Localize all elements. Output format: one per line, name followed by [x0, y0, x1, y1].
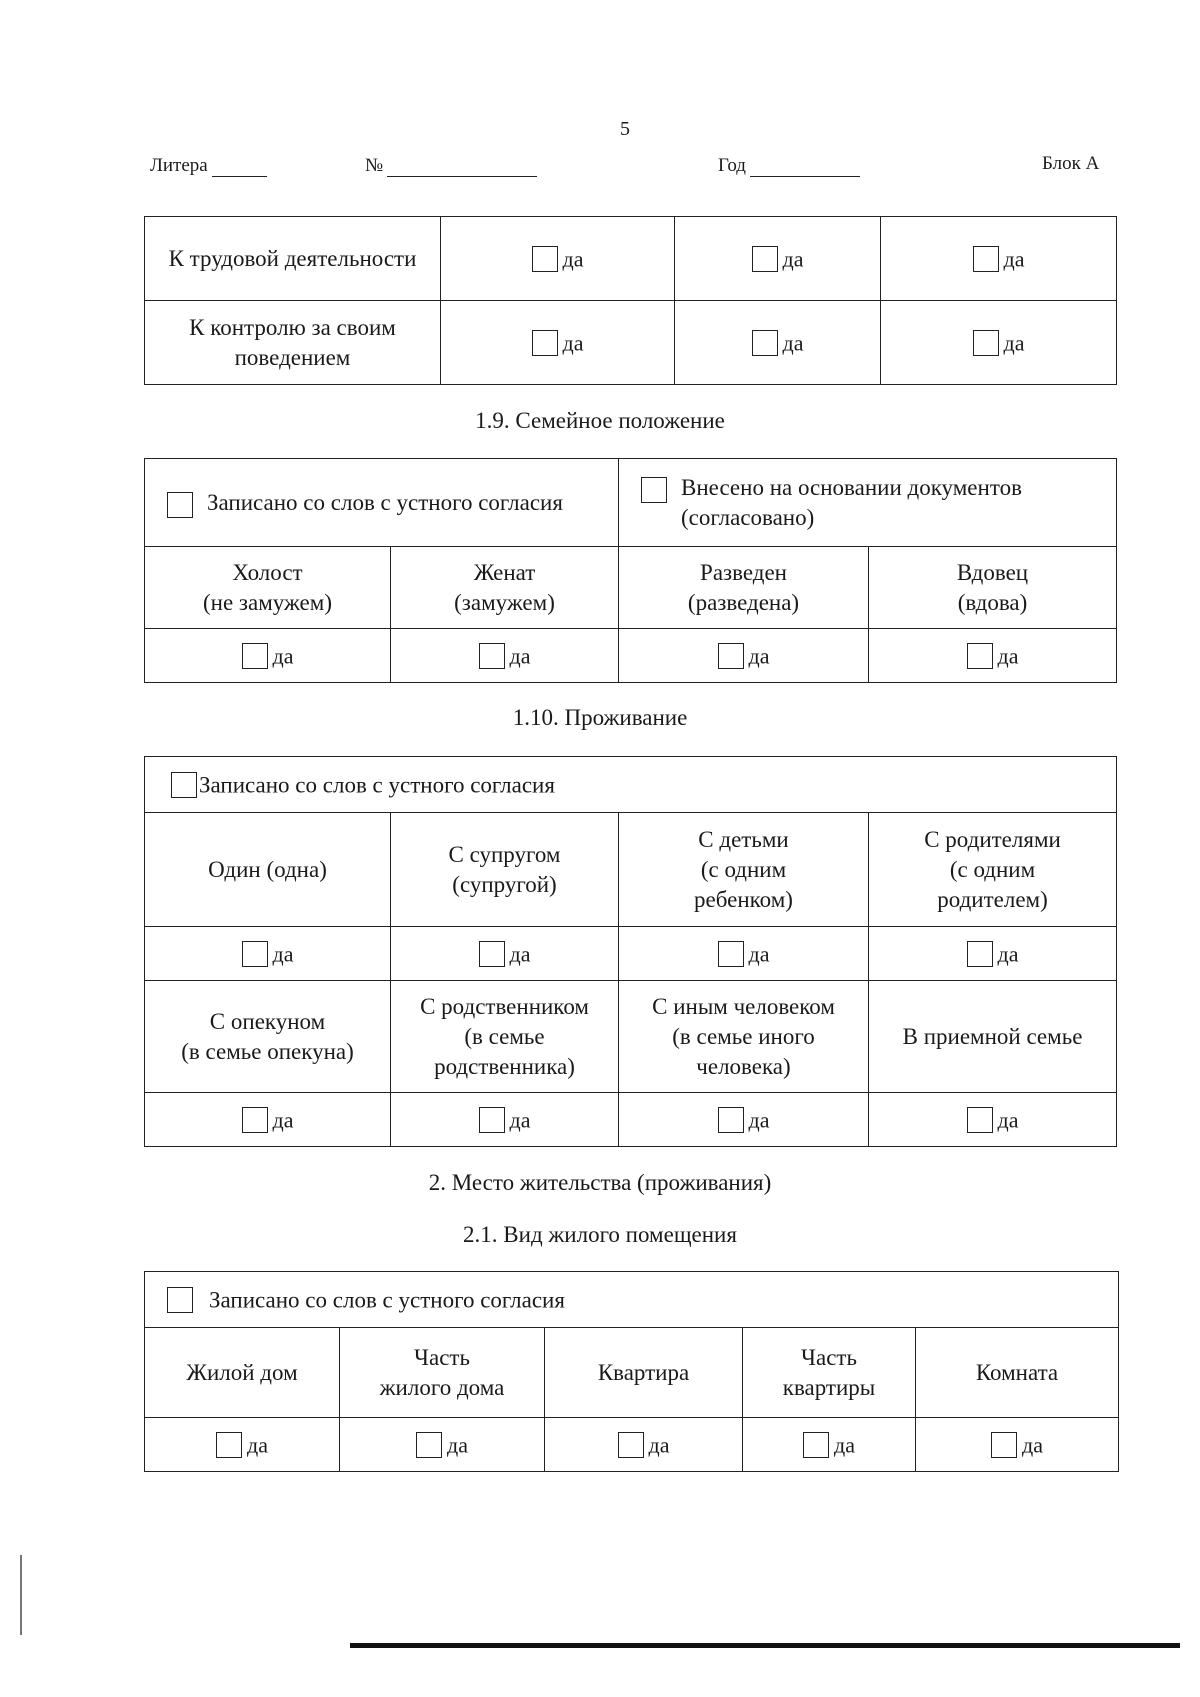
checkbox[interactable]: [718, 1107, 744, 1133]
note-docs: Внесено на основании документов (согласовано): [681, 474, 1022, 530]
yes-label: да: [509, 941, 531, 967]
yes-label: да: [748, 941, 770, 967]
section-title-place: 2. Место жительства (проживания): [428, 1170, 772, 1195]
section-title-residence: 1.10. Проживание: [512, 705, 688, 730]
column-header: [619, 813, 869, 927]
table-row: [145, 981, 1117, 1093]
table-row: [145, 459, 1117, 547]
column-header: [869, 813, 1117, 927]
answer-cell: [619, 629, 869, 683]
checkbox[interactable]: [242, 1107, 268, 1133]
year-field: [718, 155, 860, 177]
header-line: (с одним: [700, 856, 787, 882]
header-line: родственника): [434, 1053, 575, 1079]
yes-label: да: [997, 1107, 1019, 1133]
answer-cell: [743, 1418, 916, 1472]
column-header: [743, 1328, 916, 1418]
scan-margin-line: [20, 1555, 22, 1635]
header-line: (супругой): [452, 871, 557, 897]
column-header: [145, 813, 391, 927]
checkbox[interactable]: [752, 330, 778, 356]
yes-label: да: [834, 1432, 855, 1458]
checkbox[interactable]: [752, 246, 778, 272]
answer-cell: [145, 1418, 340, 1472]
block-label: Блок А: [1042, 153, 1100, 174]
answer-cell: [869, 629, 1117, 683]
checkbox[interactable]: [973, 246, 999, 272]
answer-cell: [869, 927, 1117, 981]
checkbox[interactable]: [167, 492, 193, 518]
header-line: квартиры: [782, 1374, 876, 1400]
header-line: (разведена): [687, 589, 800, 615]
checkbox[interactable]: [532, 246, 558, 272]
marital-table: [144, 458, 1117, 683]
header-line: (в семье: [464, 1023, 545, 1049]
column-header: [391, 981, 619, 1093]
header-line: (вдова): [957, 589, 1028, 615]
answer-cell: [391, 927, 619, 981]
year-blank[interactable]: [750, 175, 860, 177]
column-header: [391, 547, 619, 629]
column-header: [619, 547, 869, 629]
header-line: Часть: [414, 1344, 470, 1370]
row-label: К трудовой деятельности: [145, 217, 441, 301]
header-line: Холост: [232, 559, 303, 585]
header-line: С иным человеком: [652, 993, 835, 1019]
checkbox[interactable]: [242, 643, 268, 669]
yes-label: да: [247, 1432, 268, 1458]
header-line: (замужем): [454, 589, 555, 615]
note-oral-cell: [145, 459, 619, 547]
table-row: [145, 1272, 1119, 1328]
yes-label: да: [748, 1107, 770, 1133]
answer-cell: [145, 629, 391, 683]
section-title-dwelling: 2.1. Вид жилого помещения: [463, 1222, 737, 1247]
yes-label: да: [1022, 1432, 1043, 1458]
answer-cell: [619, 1093, 869, 1147]
yes-label: да: [997, 941, 1019, 967]
year-label: Год: [718, 155, 746, 176]
yes-label: да: [272, 1107, 294, 1133]
column-header: [619, 981, 869, 1093]
header-line: родителем): [937, 886, 1048, 912]
answer-cell: [145, 927, 391, 981]
checkbox[interactable]: [718, 941, 744, 967]
answer-cell: [391, 629, 619, 683]
checkbox[interactable]: [167, 1287, 193, 1313]
table-row: [145, 1328, 1119, 1418]
number-blank[interactable]: [387, 175, 537, 177]
table-row: [145, 301, 1117, 385]
table-row: [145, 757, 1117, 813]
column-header: [391, 813, 619, 927]
litera-field: [150, 155, 267, 177]
note-oral-cell: [145, 1272, 1119, 1328]
table-row: [145, 217, 1117, 301]
litera-blank[interactable]: [212, 175, 267, 177]
row-label: К контролю за своим поведением: [145, 301, 441, 385]
table-row: [145, 547, 1117, 629]
column-header: [145, 1328, 340, 1418]
dwelling-table: [144, 1271, 1119, 1472]
column-header: [869, 547, 1117, 629]
header-line: Жилой дом: [186, 1359, 298, 1385]
checkbox[interactable]: [803, 1432, 829, 1458]
header-line: Комната: [975, 1359, 1059, 1385]
ability-table: [144, 216, 1117, 385]
answer-cell: [441, 301, 675, 385]
header-line: С родственником: [420, 993, 589, 1019]
checkbox[interactable]: [991, 1432, 1017, 1458]
header-line: Вдовец: [956, 559, 1029, 585]
column-header: [340, 1328, 545, 1418]
answer-cell: [675, 301, 881, 385]
note-docs-cell: [619, 459, 1117, 547]
column-header: [869, 981, 1117, 1093]
answer-cell: [545, 1418, 743, 1472]
header-line: С детьми: [698, 826, 789, 852]
answer-cell: [881, 301, 1117, 385]
table-row: [145, 813, 1117, 927]
header-line: Женат: [473, 559, 536, 585]
header-line: В приемной семье: [902, 1023, 1083, 1049]
yes-label: да: [272, 941, 294, 967]
yes-label: да: [748, 643, 770, 669]
table-row: [145, 1418, 1119, 1472]
number-label: №: [365, 155, 384, 176]
table-row: [145, 629, 1117, 683]
checkbox[interactable]: [718, 643, 744, 669]
column-header: [916, 1328, 1119, 1418]
checkbox[interactable]: [532, 330, 558, 356]
yes-label: да: [782, 330, 804, 356]
checkbox[interactable]: [416, 1432, 442, 1458]
yes-label: да: [1003, 246, 1025, 272]
header-line: (в семье иного: [672, 1023, 815, 1049]
yes-label: да: [997, 643, 1019, 669]
checkbox[interactable]: [967, 1107, 993, 1133]
header-line: С родителями: [924, 826, 1061, 852]
header-line: ребенком): [694, 886, 793, 912]
answer-cell: [881, 217, 1117, 301]
header-line: (с одним: [949, 856, 1036, 882]
column-header: [545, 1328, 743, 1418]
header-line: Разведен: [700, 559, 787, 585]
column-header: [145, 981, 391, 1093]
header-line: С опекуном: [209, 1008, 326, 1034]
header-line: (в семье опекуна): [181, 1038, 354, 1064]
answer-cell: [869, 1093, 1117, 1147]
answer-cell: [916, 1418, 1119, 1472]
yes-label: да: [562, 246, 584, 272]
yes-label: да: [509, 643, 531, 669]
header-line: С супругом: [448, 841, 561, 867]
checkbox[interactable]: [973, 330, 999, 356]
yes-label: да: [648, 1432, 670, 1458]
header-line: (не замужем): [203, 589, 332, 615]
checkbox[interactable]: [618, 1432, 644, 1458]
checkbox[interactable]: [216, 1432, 242, 1458]
checkbox[interactable]: [641, 477, 667, 503]
yes-label: да: [782, 246, 804, 272]
answer-cell: [145, 1093, 391, 1147]
yes-label: да: [562, 330, 584, 356]
note-oral: Записано со слов с устного согласия: [207, 489, 563, 515]
header-line: человека): [696, 1053, 791, 1079]
yes-label: да: [272, 643, 294, 669]
header-line: Квартира: [597, 1359, 690, 1385]
note-oral: Записано со слов с устного согласия: [199, 772, 555, 798]
table-row: [145, 1093, 1117, 1147]
answer-cell: [340, 1418, 545, 1472]
number-field: [365, 155, 537, 177]
checkbox[interactable]: [171, 772, 197, 798]
header-line: Часть: [801, 1344, 857, 1370]
answer-cell: [391, 1093, 619, 1147]
checkbox[interactable]: [479, 941, 505, 967]
checkbox[interactable]: [479, 1107, 505, 1133]
checkbox[interactable]: [479, 643, 505, 669]
note-oral: Записано со слов с устного согласия: [209, 1287, 565, 1313]
residence-table: [144, 756, 1117, 1147]
answer-cell: [675, 217, 881, 301]
scan-footer-line: [350, 1643, 1180, 1648]
checkbox[interactable]: [242, 941, 268, 967]
answer-cell: [619, 927, 869, 981]
section-title-marital: 1.9. Семейное положение: [475, 408, 725, 433]
header-line: Один (одна): [208, 856, 327, 882]
checkbox[interactable]: [967, 643, 993, 669]
page-number: 5: [620, 118, 630, 140]
yes-label: да: [447, 1432, 468, 1458]
checkbox[interactable]: [967, 941, 993, 967]
answer-cell: [441, 217, 675, 301]
litera-label: Литера: [150, 155, 208, 176]
table-row: [145, 927, 1117, 981]
column-header: [145, 547, 391, 629]
yes-label: да: [509, 1107, 531, 1133]
yes-label: да: [1003, 330, 1025, 356]
header-line: жилого дома: [379, 1374, 505, 1400]
note-oral-cell: [145, 757, 1117, 813]
